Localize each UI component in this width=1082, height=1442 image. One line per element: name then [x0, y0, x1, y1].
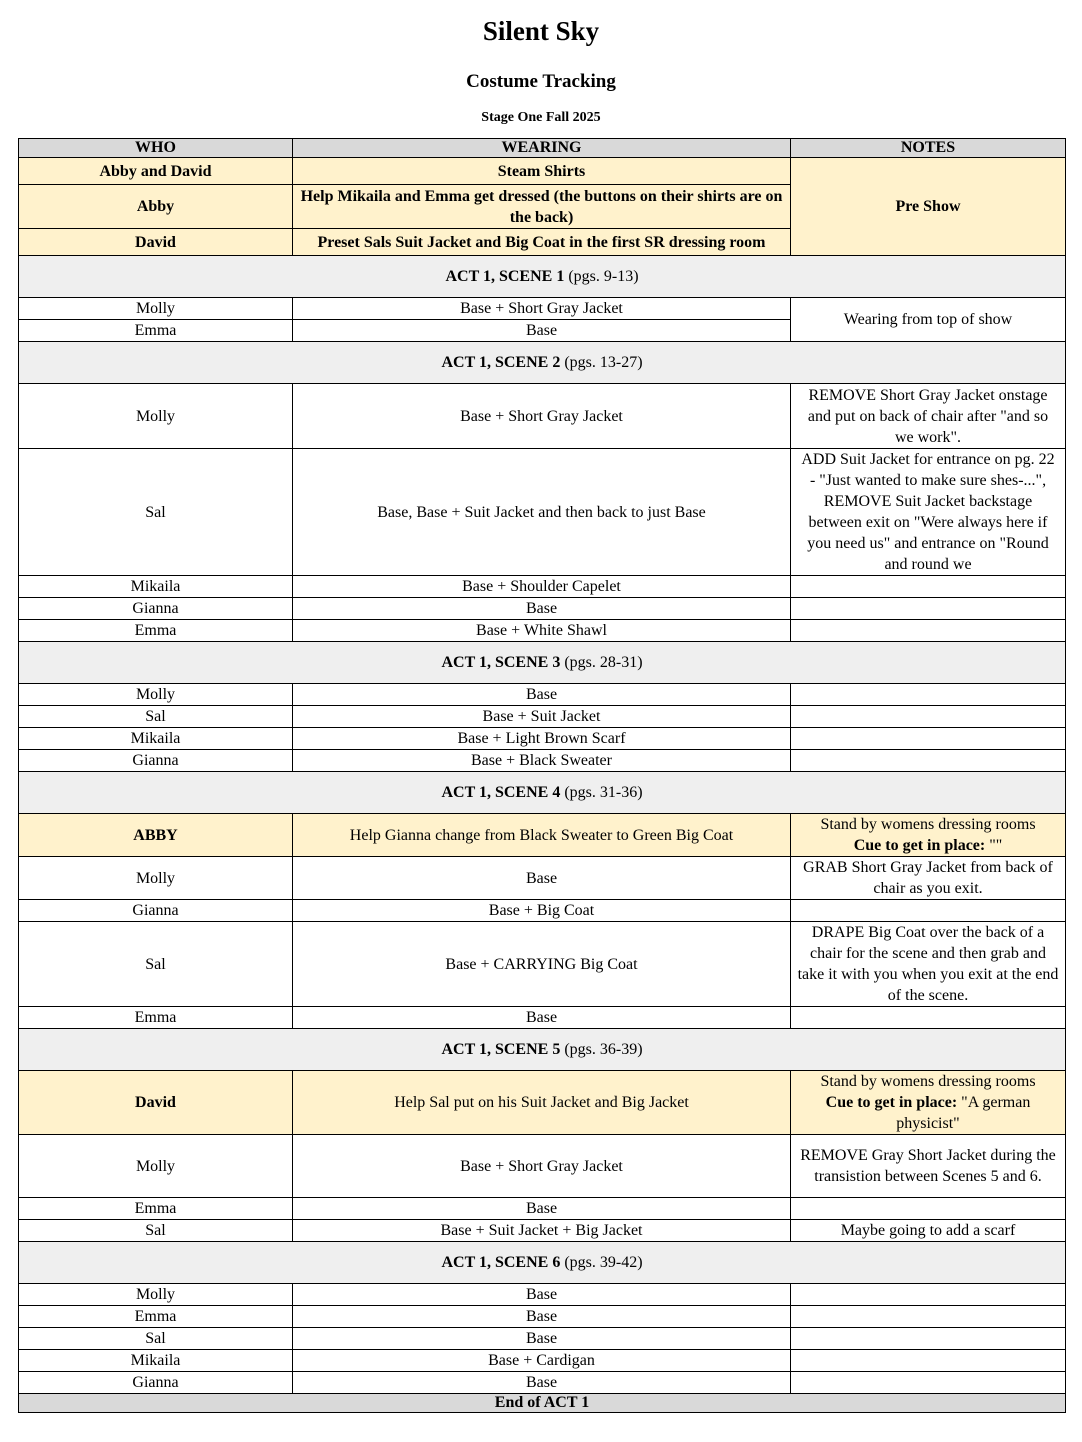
- table-row: [19, 1306, 1066, 1328]
- scene-header: [19, 772, 1066, 814]
- scene-name: ACT 1, SCENE 6: [441, 1254, 561, 1271]
- scene-header: [19, 1242, 1066, 1284]
- wearing-cell: Base + CARRYING Big Coat: [293, 922, 791, 1007]
- wearing-cell: Steam Shirts: [293, 158, 791, 185]
- scene-name: ACT 1, SCENE 2: [441, 354, 561, 371]
- scene-name: ACT 1, SCENE 4: [441, 784, 561, 801]
- scene-pages: (pgs. 9-13): [568, 268, 639, 285]
- wearing-cell: Base: [293, 857, 791, 900]
- table-row: [19, 684, 1066, 706]
- table-row: [19, 1328, 1066, 1350]
- table-row: [19, 1007, 1066, 1029]
- who-cell: Mikaila: [19, 728, 293, 750]
- notes-cell: [791, 1350, 1066, 1372]
- wearing-cell: Base: [293, 1007, 791, 1029]
- table-row: [19, 857, 1066, 900]
- table-row: [19, 1372, 1066, 1394]
- wearing-cell: Preset Sals Suit Jacket and Big Coat in the first SR dressing room: [293, 229, 791, 256]
- wearing-cell: Base: [293, 1306, 791, 1328]
- scene-header-row: [19, 256, 1066, 298]
- who-cell: Abby: [19, 185, 293, 229]
- season-label: Stage One Fall 2025: [481, 110, 601, 125]
- wearing-cell: Help Gianna change from Black Sweater to Green Big Coat: [293, 814, 791, 857]
- notes-cell: [791, 576, 1066, 598]
- wearing-cell: Base + White Shawl: [293, 620, 791, 642]
- notes-cell: [791, 814, 1066, 857]
- who-cell: Gianna: [19, 598, 293, 620]
- note-line: Stand by womens dressing rooms: [820, 1073, 1036, 1090]
- wearing-cell: Help Mikaila and Emma get dressed (the buttons on their shirts are on the back): [293, 185, 791, 229]
- scene-header-row: [19, 772, 1066, 814]
- who-cell: Emma: [19, 1306, 293, 1328]
- wearing-cell: Base: [293, 320, 791, 342]
- who-cell: Mikaila: [19, 576, 293, 598]
- wearing-cell: Base + Short Gray Jacket: [293, 1135, 791, 1198]
- table-row: [19, 1071, 1066, 1135]
- table-row: [19, 750, 1066, 772]
- wearing-cell: Base: [293, 1198, 791, 1220]
- who-cell: Abby and David: [19, 158, 293, 185]
- cue-value: "": [989, 837, 1003, 854]
- scene-header-row: [19, 642, 1066, 684]
- costume-tracking-table: [18, 138, 1066, 1413]
- who-cell: Gianna: [19, 900, 293, 922]
- wearing-cell: Base: [293, 1284, 791, 1306]
- wearing-cell: Base + Light Brown Scarf: [293, 728, 791, 750]
- notes-cell: [791, 706, 1066, 728]
- notes-cell: [791, 449, 1066, 576]
- who-cell: Gianna: [19, 750, 293, 772]
- column-header-row: [19, 139, 1066, 158]
- table-row: [19, 1350, 1066, 1372]
- column-header-notes: NOTES: [791, 139, 1066, 158]
- scene-pages: (pgs. 31-36): [564, 784, 643, 801]
- who-cell: Emma: [19, 320, 293, 342]
- scene-header-row: [19, 342, 1066, 384]
- notes-cell: Pre Show: [791, 158, 1066, 256]
- notes-cell: [791, 1328, 1066, 1350]
- scene-header: [19, 1029, 1066, 1071]
- who-cell: Molly: [19, 1135, 293, 1198]
- who-cell: ABBY: [19, 814, 293, 857]
- column-header-who: WHO: [19, 139, 293, 158]
- table-row: [19, 384, 1066, 449]
- scene-header: [19, 256, 1066, 298]
- notes-cell: REMOVE Gray Short Jacket during the transistion between Scenes 5 and 6.: [791, 1135, 1066, 1198]
- scene-pages: (pgs. 13-27): [564, 354, 643, 371]
- notes-cell: [791, 1284, 1066, 1306]
- notes-cell: Wearing from top of show: [791, 298, 1066, 342]
- table-row: [19, 1198, 1066, 1220]
- notes-cell: REMOVE Short Gray Jacket onstage and put on back of chair after "and so we work".: [791, 384, 1066, 449]
- who-cell: Emma: [19, 1198, 293, 1220]
- wearing-cell: Base + Short Gray Jacket: [293, 298, 791, 320]
- notes-cell: [791, 598, 1066, 620]
- who-cell: Molly: [19, 384, 293, 449]
- scene-name: ACT 1, SCENE 1: [445, 268, 565, 285]
- scene-header: [19, 342, 1066, 384]
- end-of-act-label: End of ACT 1: [19, 1394, 1066, 1413]
- who-cell: Emma: [19, 620, 293, 642]
- table-row: [19, 1284, 1066, 1306]
- scene-header: [19, 642, 1066, 684]
- wearing-cell: Base + Short Gray Jacket: [293, 384, 791, 449]
- cue-label: Cue to get in place:: [825, 1094, 958, 1111]
- wearing-cell: Base: [293, 598, 791, 620]
- who-cell: Molly: [19, 857, 293, 900]
- table-row: [19, 620, 1066, 642]
- table-row: [19, 298, 1066, 320]
- table-row: [19, 449, 1066, 576]
- table-row: [19, 728, 1066, 750]
- scene-pages: (pgs. 28-31): [564, 654, 643, 671]
- cue-value: "A german physicist": [896, 1094, 1031, 1132]
- notes-cell: [791, 1071, 1066, 1135]
- who-cell: Sal: [19, 1220, 293, 1242]
- column-header-wearing: WEARING: [293, 139, 791, 158]
- who-cell: Sal: [19, 449, 293, 576]
- note-line: Stand by womens dressing rooms: [820, 816, 1036, 833]
- table-row: [19, 900, 1066, 922]
- notes-cell: Maybe going to add a scarf: [791, 1220, 1066, 1242]
- notes-cell: [791, 728, 1066, 750]
- wearing-cell: Base + Cardigan: [293, 1350, 791, 1372]
- scene-name: ACT 1, SCENE 5: [441, 1041, 561, 1058]
- scene-header-row: [19, 1029, 1066, 1071]
- cue-label: Cue to get in place:: [853, 837, 986, 854]
- wearing-cell: Base: [293, 1328, 791, 1350]
- notes-cell: GRAB Short Gray Jacket from back of chair as you exit.: [791, 857, 1066, 900]
- who-cell: Gianna: [19, 1372, 293, 1394]
- who-cell: David: [19, 1071, 293, 1135]
- notes-cell: [791, 620, 1066, 642]
- wearing-cell: Base + Black Sweater: [293, 750, 791, 772]
- wearing-cell: Base + Big Coat: [293, 900, 791, 922]
- page-subtitle: Costume Tracking: [466, 71, 616, 92]
- notes-text: ADD Suit Jacket for entrance on pg. 22 - "Just wanted to make sure shes-...", REMOVE Suit Jacket backstage between exit on "Were always here if you need us" and entrance on "Round and round we: [801, 451, 1055, 573]
- table-row: [19, 814, 1066, 857]
- end-of-act-row: [19, 1394, 1066, 1413]
- notes-cell: [791, 684, 1066, 706]
- wearing-cell: Base + Shoulder Capelet: [293, 576, 791, 598]
- who-cell: Molly: [19, 298, 293, 320]
- notes-cell: [791, 1198, 1066, 1220]
- page-title: Silent Sky: [482, 16, 600, 46]
- table-row: [19, 158, 1066, 185]
- wearing-cell: Base, Base + Suit Jacket and then back to just Base: [293, 449, 791, 576]
- wearing-cell: Base: [293, 684, 791, 706]
- notes-cell: DRAPE Big Coat over the back of a chair for the scene and then grab and take it with you when you exit at the end of the scene.: [791, 922, 1066, 1007]
- table-row: [19, 1135, 1066, 1198]
- table-row: [19, 1220, 1066, 1242]
- scene-pages: (pgs. 36-39): [564, 1041, 643, 1058]
- notes-cell: [791, 1372, 1066, 1394]
- table-row: [19, 706, 1066, 728]
- who-cell: Molly: [19, 684, 293, 706]
- table-row: [19, 576, 1066, 598]
- who-cell: Molly: [19, 1284, 293, 1306]
- who-cell: Mikaila: [19, 1350, 293, 1372]
- scene-header-row: [19, 1242, 1066, 1284]
- notes-cell: [791, 1007, 1066, 1029]
- scene-name: ACT 1, SCENE 3: [441, 654, 561, 671]
- notes-cell: [791, 750, 1066, 772]
- who-cell: Sal: [19, 1328, 293, 1350]
- who-cell: David: [19, 229, 293, 256]
- wearing-cell: Base: [293, 1372, 791, 1394]
- wearing-cell: Base + Suit Jacket + Big Jacket: [293, 1220, 791, 1242]
- scene-pages: (pgs. 39-42): [564, 1254, 643, 1271]
- who-cell: Sal: [19, 922, 293, 1007]
- wearing-cell: Help Sal put on his Suit Jacket and Big Jacket: [293, 1071, 791, 1135]
- who-cell: Sal: [19, 706, 293, 728]
- table-row: [19, 922, 1066, 1007]
- notes-cell: [791, 900, 1066, 922]
- table-row: [19, 598, 1066, 620]
- notes-cell: [791, 1306, 1066, 1328]
- who-cell: Emma: [19, 1007, 293, 1029]
- wearing-cell: Base + Suit Jacket: [293, 706, 791, 728]
